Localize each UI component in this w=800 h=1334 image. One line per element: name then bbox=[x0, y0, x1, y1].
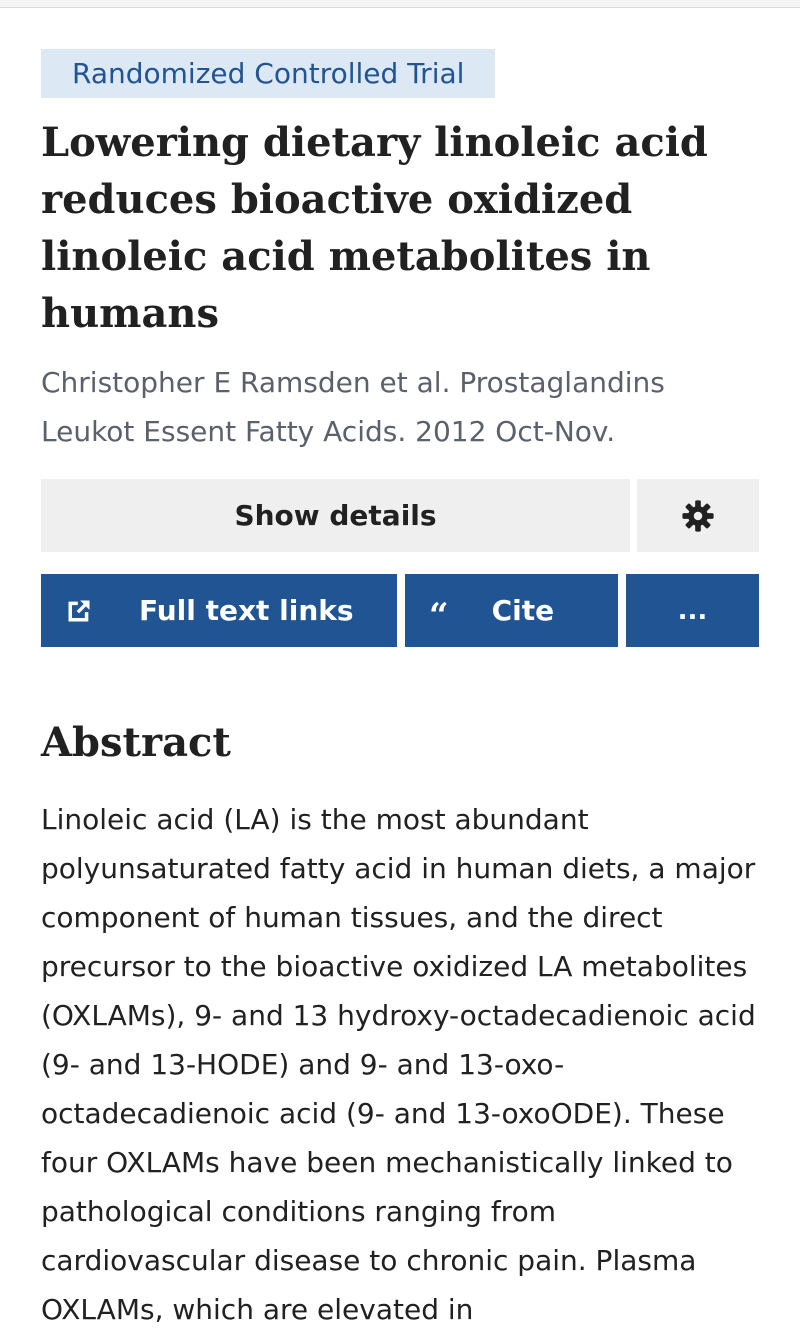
article-type-badge: Randomized Controlled Trial bbox=[41, 49, 495, 98]
full-text-links-label: Full text links bbox=[139, 594, 354, 627]
top-border bbox=[0, 0, 800, 8]
external-link-icon bbox=[65, 597, 93, 625]
quote-icon: “ bbox=[429, 595, 449, 636]
article-title: Lowering dietary linoleic acid reduces bioactive oxidized linoleic acid metabolites in humans bbox=[41, 119, 708, 337]
gear-icon bbox=[681, 499, 715, 533]
cite-button[interactable] bbox=[405, 574, 618, 647]
more-actions-label: ... bbox=[677, 595, 708, 626]
abstract-text: Linoleic acid (LA) is the most abundant polyunsaturated fatty acid in human diets, a major component of human tissues, and the direct precursor to the bioactive oxidized LA metabolites (OXLAMs), 9- and 13 hydroxy-octadecadienoic acid (9- and 13-HODE) and 9- and 13-oxo-octadecadienoic acid (9- and 13-oxoODE). These four OXLAMs have been mechanistically linked to pathological conditions ranging from cardiovascular disease to chronic pain. Plasma OXLAMs, which are elevated in bbox=[41, 803, 756, 1326]
show-details-label: Show details bbox=[234, 499, 437, 532]
article-citation: Christopher E Ramsden et al. Prostaglandins Leukot Essent Fatty Acids. 2012 Oct-Nov. bbox=[41, 366, 665, 448]
more-actions-button[interactable] bbox=[626, 574, 759, 647]
settings-button[interactable] bbox=[637, 479, 759, 552]
cite-label: Cite bbox=[491, 594, 555, 627]
full-text-links-button[interactable] bbox=[41, 574, 397, 647]
abstract-heading: Abstract bbox=[41, 719, 231, 766]
show-details-button[interactable] bbox=[41, 479, 630, 552]
